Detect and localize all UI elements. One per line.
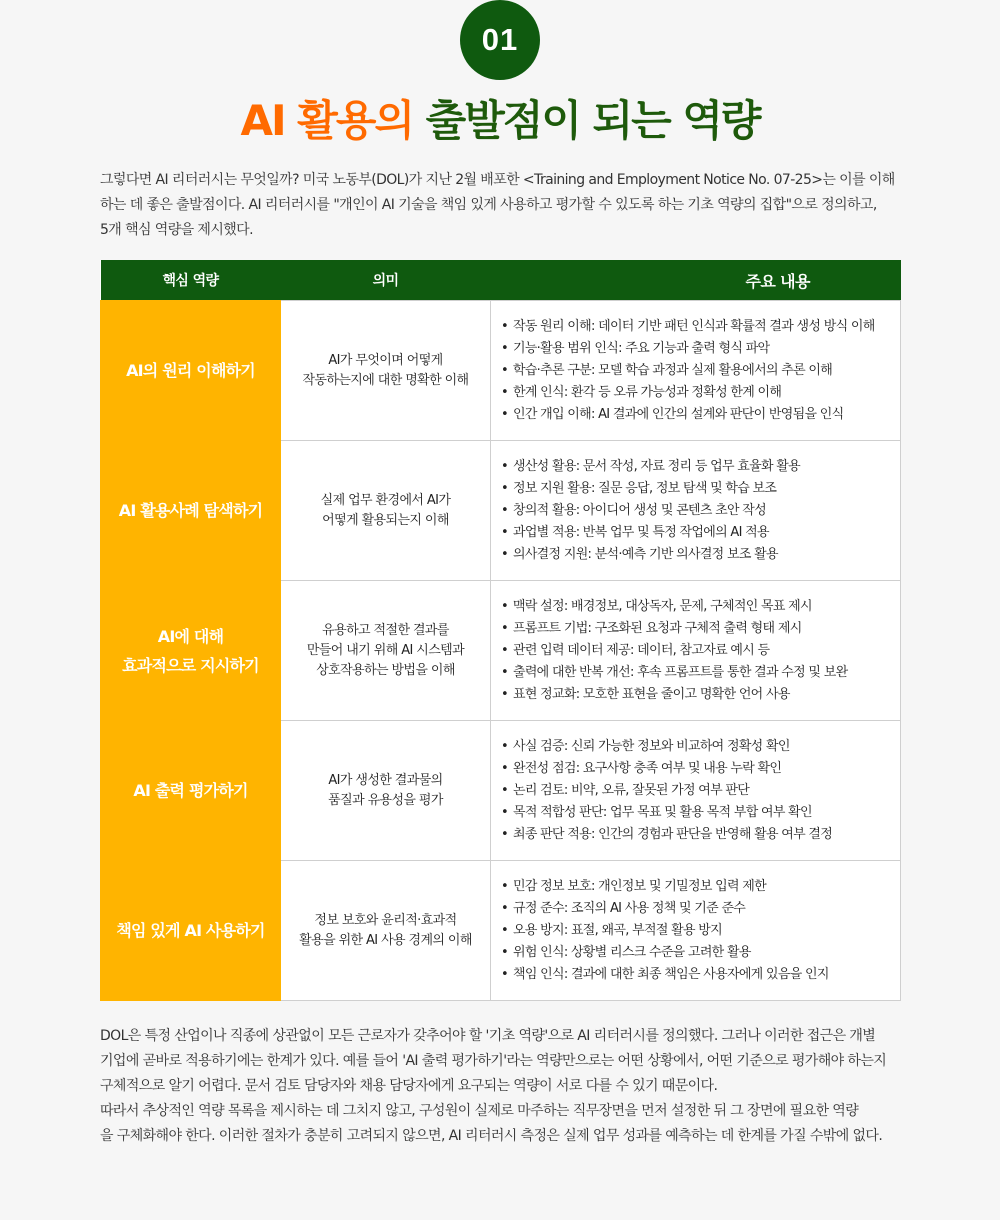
section-number-badge: 01: [460, 0, 540, 80]
point-item: • 오용 방지: 표절, 왜곡, 부적절 활용 방지: [501, 920, 900, 942]
table-row: [101, 301, 901, 441]
header-meaning: 의미: [281, 260, 491, 301]
table-row: [101, 721, 901, 861]
title-rest: 출발점이 되는 역량: [425, 96, 760, 145]
point-item: • 사실 검증: 신뢰 가능한 정보와 비교하여 정확성 확인: [501, 736, 900, 758]
competency-table: [100, 260, 901, 1001]
outro-line: DOL은 특정 산업이나 직종에 상관없이 모든 근로자가 갖추어야 할 '기초 역량'으로 AI 리터러시를 정의했다. 그러나 이러한 접근은 개별: [100, 1028, 876, 1044]
competency-meaning: 정보 보호와 윤리적·효과적 활용을 위한 AI 사용 경계의 이해: [281, 861, 491, 1001]
competency-name: AI에 대해 효과적으로 지시하기: [101, 581, 281, 721]
header-main: 주요 내용: [491, 260, 901, 301]
competency-name: AI의 원리 이해하기: [101, 301, 281, 441]
point-item: • 규정 준수: 조직의 AI 사용 정책 및 기준 준수: [501, 898, 900, 920]
competency-meaning: 실제 업무 환경에서 AI가 어떻게 활용되는지 이해: [281, 441, 491, 581]
competency-name: AI 출력 평가하기: [101, 721, 281, 861]
point-item: • 맥락 설정: 배경정보, 대상독자, 문제, 구체적인 목표 제시: [501, 596, 900, 618]
section-title: [0, 88, 1000, 148]
competency-meaning: 유용하고 적절한 결과를 만들어 내기 위해 AI 시스템과 상호작용하는 방법을 이해: [281, 581, 491, 721]
competency-meaning: AI가 생성한 결과물의 품질과 유용성을 평가: [281, 721, 491, 861]
intro-line: 그렇다면 AI 리터러시는 무엇일까? 미국 노동부(DOL)가 지난 2월 배포한 <Training and Employment Notice No. 07-25>는 이를 이해: [100, 172, 895, 188]
competency-points: [491, 721, 901, 861]
point-item: • 완전성 점검: 요구사항 충족 여부 및 내용 누락 확인: [501, 758, 900, 780]
outro-line: 기업에 곧바로 적용하기에는 한계가 있다. 예를 들어 'AI 출력 평가하기'라는 역량만으로는 어떤 상황에서, 어떤 기준으로 평가해야 하는지: [100, 1053, 887, 1069]
point-item: • 목적 적합성 판단: 업무 목표 및 활용 목적 부합 여부 확인: [501, 802, 900, 824]
point-item: • 과업별 적용: 반복 업무 및 특정 작업에의 AI 적용: [501, 522, 900, 544]
competency-points: [491, 441, 901, 581]
point-item: • 인간 개입 이해: AI 결과에 인간의 설계와 판단이 반영됨을 인식: [501, 404, 900, 426]
point-item: • 한계 인식: 환각 등 오류 가능성과 정확성 한계 이해: [501, 382, 900, 404]
outro-line: 구체적으로 알기 어렵다. 문서 검토 담당자와 채용 담당자에게 요구되는 역량이 서로 다를 수 있기 때문이다.: [100, 1078, 718, 1094]
point-item: • 작동 원리 이해: 데이터 기반 패턴 인식과 확률적 결과 생성 방식 이해: [501, 316, 900, 338]
point-item: • 프롬프트 기법: 구조화된 요청과 구체적 출력 형태 제시: [501, 618, 900, 640]
competency-meaning: AI가 무엇이며 어떻게 작동하는지에 대한 명확한 이해: [281, 301, 491, 441]
point-item: • 관련 입력 데이터 제공: 데이터, 참고자료 예시 등: [501, 640, 900, 662]
table-row: [101, 581, 901, 721]
intro-line: 하는 데 좋은 출발점이다. AI 리터러시를 "개인이 AI 기술을 책임 있게 사용하고 평가할 수 있도록 하는 기초 역량의 집합"으로 정의하고,: [100, 197, 877, 213]
point-item: • 학습·추론 구분: 모델 학습 과정과 실제 활용에서의 추론 이해: [501, 360, 900, 382]
table-row: [101, 861, 901, 1001]
intro-paragraph: [100, 168, 900, 243]
outro-line: 따라서 추상적인 역량 목록을 제시하는 데 그치지 않고, 구성원이 실제로 마주하는 직무장면을 먼저 설정한 뒤 그 장면에 필요한 역량: [100, 1103, 859, 1119]
conclusion-paragraph: [100, 1024, 900, 1149]
point-item: • 최종 판단 적용: 인간의 경험과 판단을 반영해 활용 여부 결정: [501, 824, 900, 846]
competency-points: [491, 861, 901, 1001]
table-row: [101, 441, 901, 581]
point-item: • 정보 지원 활용: 질문 응답, 정보 탐색 및 학습 보조: [501, 478, 900, 500]
point-item: • 논리 검토: 비약, 오류, 잘못된 가정 여부 판단: [501, 780, 900, 802]
point-item: • 위험 인식: 상황별 리스크 수준을 고려한 활용: [501, 942, 900, 964]
point-item: • 의사결정 지원: 분석·예측 기반 의사결정 보조 활용: [501, 544, 900, 566]
intro-line: 5개 핵심 역량을 제시했다.: [100, 222, 253, 238]
point-item: • 민감 정보 보호: 개인정보 및 기밀정보 입력 제한: [501, 876, 900, 898]
title-accent: AI 활용의: [240, 96, 414, 145]
point-item: • 기능·활용 범위 인식: 주요 기능과 출력 형식 파악: [501, 338, 900, 360]
competency-name: AI 활용사례 탐색하기: [101, 441, 281, 581]
point-item: • 창의적 활용: 아이디어 생성 및 콘텐츠 초안 작성: [501, 500, 900, 522]
table-header-row: [101, 260, 901, 301]
competency-points: [491, 301, 901, 441]
point-item: • 책임 인식: 결과에 대한 최종 책임은 사용자에게 있음을 인지: [501, 964, 900, 986]
outro-line: 을 구체화해야 한다. 이러한 절차가 충분히 고려되지 않으면, AI 리터러시 측정은 실제 업무 성과를 예측하는 데 한계를 가질 수밖에 없다.: [100, 1128, 883, 1144]
point-item: • 표현 정교화: 모호한 표현을 줄이고 명확한 언어 사용: [501, 684, 900, 706]
header-competency: 핵심 역량: [101, 260, 281, 301]
competency-points: [491, 581, 901, 721]
point-item: • 생산성 활용: 문서 작성, 자료 정리 등 업무 효율화 활용: [501, 456, 900, 478]
competency-name: 책임 있게 AI 사용하기: [101, 861, 281, 1001]
point-item: • 출력에 대한 반복 개선: 후속 프롬프트를 통한 결과 수정 및 보완: [501, 662, 900, 684]
